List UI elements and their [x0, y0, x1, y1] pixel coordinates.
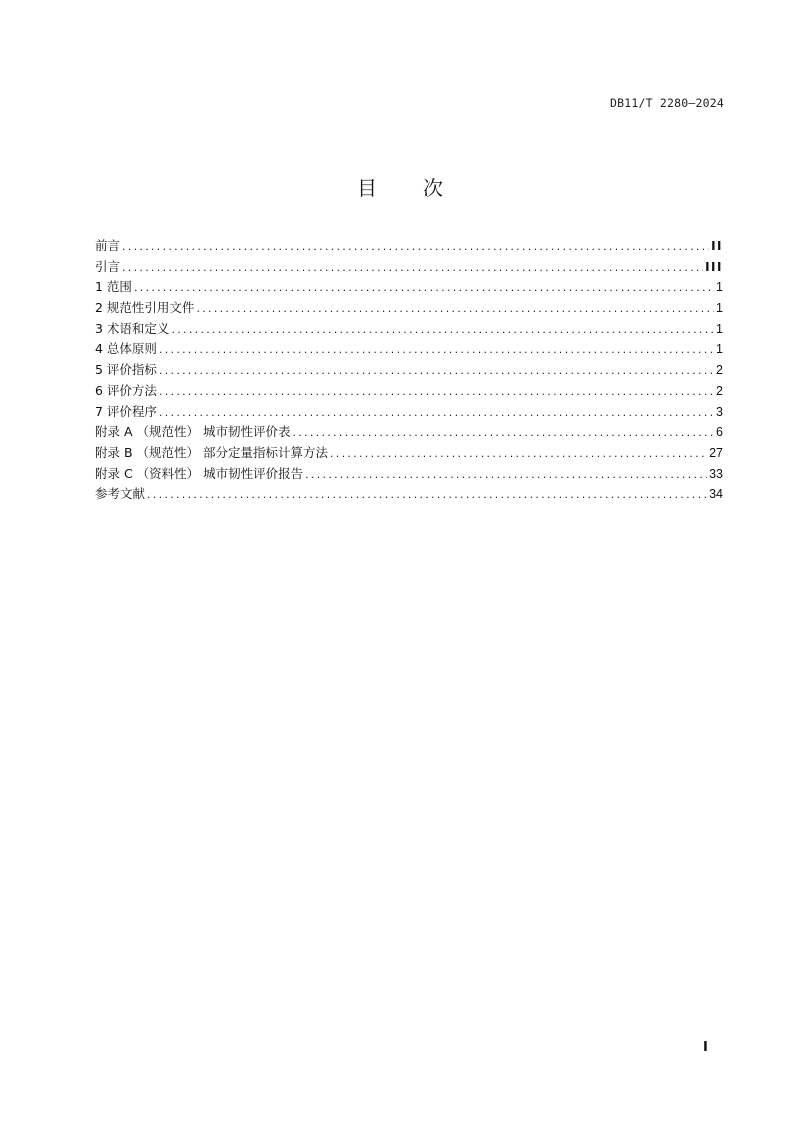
toc-entry-normative-references[interactable]	[95, 298, 723, 319]
toc-leader-dots	[159, 403, 714, 424]
toc-entry-label: 引言	[95, 258, 121, 274]
toc-entry-page: 2	[716, 363, 723, 378]
toc-leader-dots	[305, 465, 707, 486]
toc-leader-dots	[159, 382, 714, 403]
toc-leader-dots	[159, 361, 714, 382]
toc-entry-page: 6	[716, 425, 723, 440]
toc-entry-page: 1	[716, 342, 723, 357]
toc-entry-scope[interactable]	[95, 277, 723, 298]
toc-entry-label: 3 术语和定义	[95, 320, 170, 336]
toc-entry-label: 5 评价指标	[95, 362, 157, 378]
toc-entry-page: 2	[716, 383, 723, 398]
toc-entry-introduction[interactable]	[95, 257, 723, 278]
toc-entry-page: 1	[716, 301, 723, 316]
toc-entry-general-principles[interactable]	[95, 339, 723, 360]
toc-entry-label: 附录 B （规范性） 部分定量指标计算方法	[95, 444, 328, 460]
standard-code: DB11/T 2280—2024	[610, 96, 724, 110]
table-of-contents	[95, 236, 723, 505]
toc-leader-dots	[171, 320, 714, 341]
toc-entry-terms-definitions[interactable]	[95, 319, 723, 340]
toc-entry-evaluation-methods[interactable]	[95, 381, 723, 402]
toc-entry-evaluation-procedure[interactable]	[95, 402, 723, 423]
toc-entry-label: 2 规范性引用文件	[95, 300, 195, 316]
toc-leader-dots	[147, 485, 707, 506]
toc-entry-page: 1	[716, 280, 723, 295]
toc-entry-label: 参考文献	[95, 486, 146, 502]
toc-entry-label: 附录 A （规范性） 城市韧性评价表	[95, 424, 291, 440]
toc-leader-dots	[196, 299, 714, 320]
title-char-1: 目	[357, 176, 377, 200]
toc-entry-page: 34	[709, 487, 723, 502]
toc-leader-dots	[134, 278, 714, 299]
toc-entry-appendix-a[interactable]	[95, 422, 723, 443]
toc-entry-label: 6 评价方法	[95, 382, 157, 398]
toc-entry-evaluation-indicators[interactable]	[95, 360, 723, 381]
page-number: I	[703, 1040, 708, 1055]
toc-entry-label: 1 范围	[95, 279, 132, 295]
toc-leader-dots	[122, 258, 703, 279]
toc-leader-dots	[122, 237, 709, 258]
toc-entry-page: 27	[709, 445, 723, 460]
toc-leader-dots	[330, 444, 707, 465]
toc-leader-dots	[292, 423, 714, 444]
toc-entry-label: 7 评价程序	[95, 403, 157, 419]
toc-entry-label: 前言	[95, 238, 121, 253]
toc-entry-label: 4 总体原则	[95, 341, 157, 357]
toc-entry-label: 附录 C （资料性） 城市韧性评价报告	[95, 465, 304, 481]
toc-leader-dots	[159, 340, 714, 361]
toc-entry-foreword[interactable]	[95, 236, 723, 257]
page-title	[0, 172, 800, 201]
toc-entry-page: III	[705, 259, 723, 274]
title-char-2: 次	[423, 176, 443, 200]
toc-entry-page: 1	[716, 321, 723, 336]
toc-entry-appendix-c[interactable]	[95, 464, 723, 485]
toc-entry-page: 3	[716, 404, 723, 419]
toc-entry-bibliography[interactable]	[95, 484, 723, 505]
toc-entry-appendix-b[interactable]	[95, 443, 723, 464]
toc-entry-page: 33	[709, 466, 723, 481]
toc-entry-page: II	[711, 239, 723, 253]
